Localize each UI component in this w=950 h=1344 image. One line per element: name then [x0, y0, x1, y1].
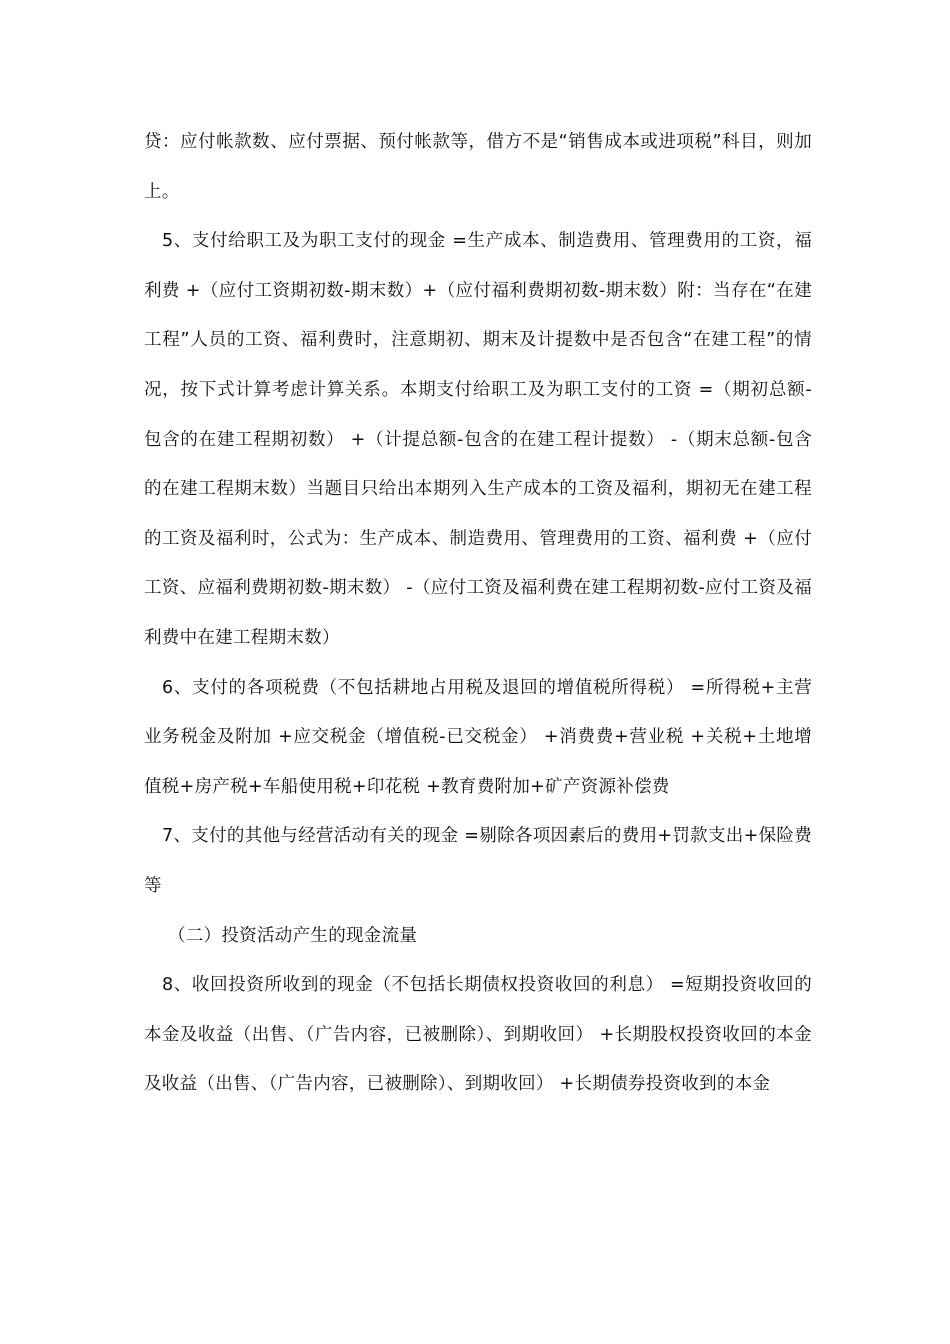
paragraph-continuation: 贷：应付帐款数、应付票据、预付帐款等，借方不是“销售成本或进项税”科目，则加上。: [144, 132, 812, 202]
section-heading: （二）投资活动产生的现金流量: [168, 925, 418, 946]
paragraph-item-8: 8、收回投资所收到的现金（不包括长期债权投资收回的利息） =短期投资收回的本金及收益（出售、（广告内容，已被删除）、到期收回） +长期股权投资收回的本金及收益（出售、（广告内容，已被删除）、到期收回） +长期债券投资收到的本金: [144, 975, 812, 1095]
document-body: [144, 118, 812, 1110]
paragraph-item-7: 7、支付的其他与经营活动有关的现金 =剔除各项因素后的费用+罚款支出+保险费等: [144, 826, 812, 896]
paragraph-item-5: 5、支付给职工及为职工支付的现金 =生产成本、制造费用、管理费用的工资，福利费 +（应付工资期初数-期末数）+（应付福利费期初数-期末数）附：当存在“在建工程”人员的工资、福利费时，注意期初、期末及计提数中是否包含“在建工程”的情况，按下式计算考虑计算关系。本期支付给职工及为职工支付的工资 =（期初总额-包含的在建工程期初数） +（计提总额-包含的在建工程计提数） -（期末总额-包含的在建工程期末数）当题目只给出本期列入生产成本的工资及福利，期初无在建工程的工资及福利时，公式为：生产成本、制造费用、管理费用的工资、福利费 +（应付工资、应福利费期初数-期末数） -（应付工资及福利费在建工程期初数-应付工资及福利费中在建工程期末数）: [144, 231, 812, 648]
paragraph-item-6: 6、支付的各项税费（不包括耕地占用税及退回的增值税所得税） =所得税+主营业务税金及附加 +应交税金（增值税-已交税金） +消费费+营业税 +关税+土地增值税+房产税+车船使用税+印花税 +教育费附加+矿产资源补偿费: [144, 677, 812, 797]
